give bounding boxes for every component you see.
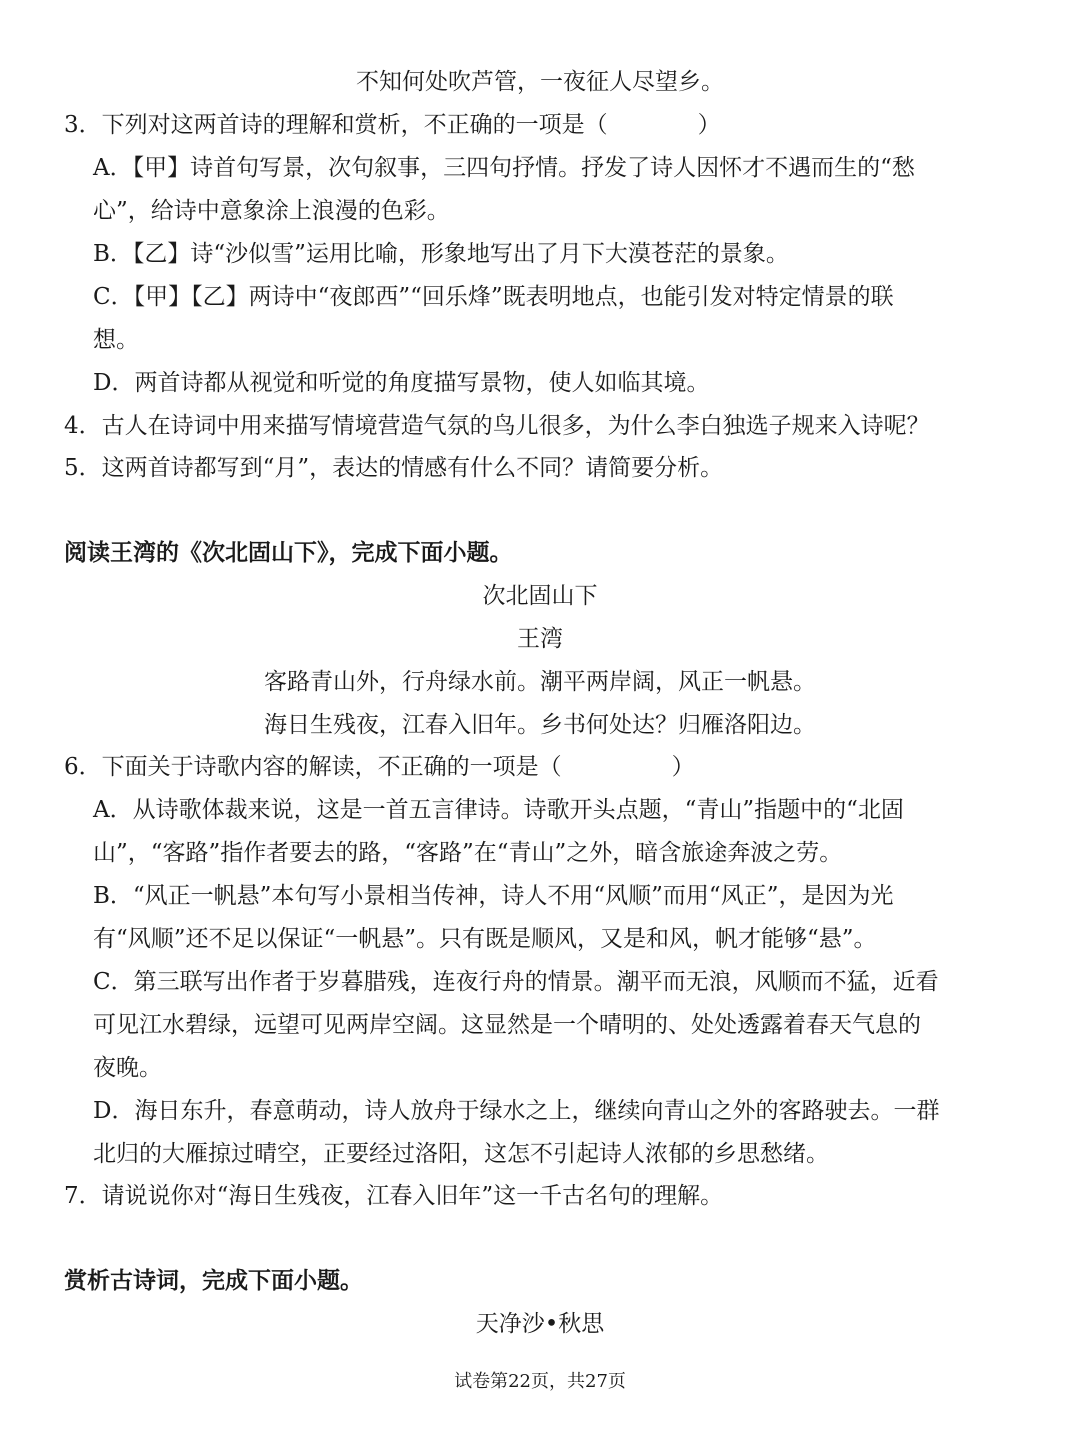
poem-line: 海日生残夜，江春入旧年。乡书何处达？归雁洛阳边。 [264, 712, 816, 738]
page-footer: 试卷第22页，共27页 [454, 1371, 626, 1392]
poem-title: 天净沙•秋思 [475, 1311, 605, 1337]
q6-option-b-line2: 有“风顺”还不足以保证“一帆悬”。只有既是顺风，又是和风，帆才能够“悬”。 [93, 926, 877, 952]
q6-option-d-line2: 北归的大雁掠过晴空，正要经过洛阳，这怎不引起诗人浓郁的乡思愁绪。 [93, 1141, 829, 1167]
q6-option-a-line2: 山”，“客路”指作者要去的路，“客路”在“青山”之外，暗含旅途奔波之劳。 [93, 840, 843, 866]
question-5: 5．这两首诗都写到“月”，表达的情感有什么不同？请简要分析。 [64, 455, 724, 481]
q3-option-c-line1: C．【甲】【乙】两诗中“夜郎西”“回乐烽”既表明地点，也能引发对特定情景的联 [93, 284, 894, 310]
q6-option-b-line1: B．“风正一帆悬”本句写小景相当传神，诗人不用“风顺”而用“风正”，是因为光 [93, 883, 894, 909]
question-7: 7．请说说你对“海日生残夜，江春入旧年”这一千古名句的理解。 [64, 1183, 724, 1209]
q6-option-c-line2: 可见江水碧绿，远望可见两岸空阔。这显然是一个晴明的、处处透露着春天气息的 [93, 1012, 921, 1038]
q3-option-d: D．两首诗都从视觉和听觉的角度描写景物，使人如临其境。 [93, 370, 710, 396]
question-3-stem [64, 110, 721, 140]
poem-line: 客路青山外，行舟绿水前。潮平两岸阔，风正一帆悬。 [264, 669, 816, 695]
q3-option-a-line1: A．【甲】诗首句写景，次句叙事，三四句抒情。抒发了诗人因怀才不遇而生的“愁 [93, 155, 915, 181]
q6-option-c-line1: C．第三联写出作者于岁暮腊残，连夜行舟的情景。潮平而无浪，风顺而不猛，近看 [93, 969, 939, 995]
question-4: 4．古人在诗词中用来描写情境营造气氛的鸟儿很多，为什么李白独选子规来入诗呢？ [64, 413, 930, 439]
question-3-close: ） [697, 112, 721, 138]
section-heading: 阅读王湾的《次北固山下》，完成下面小题。 [64, 539, 513, 566]
poem-title: 次北固山下 [482, 583, 598, 609]
q3-option-b: B．【乙】诗“沙似雪”运用比喻，形象地写出了月下大漠苍茫的景象。 [93, 241, 789, 267]
poem-author: 王湾 [517, 626, 563, 652]
poem-line: 不知何处吹芦管，一夜征人尽望乡。 [356, 69, 724, 95]
question-6-stem [64, 752, 695, 782]
q6-option-c-line3: 夜晚。 [93, 1055, 162, 1081]
question-6-text: 6．下面关于诗歌内容的解读，不正确的一项是（ [64, 754, 562, 780]
section-heading: 赏析古诗词，完成下面小题。 [64, 1267, 363, 1294]
q6-option-d-line1: D．海日东升，春意萌动，诗人放舟于绿水之上，继续向青山之外的客路驶去。一群 [93, 1098, 940, 1124]
q3-option-a-line2: 心”，给诗中意象涂上浪漫的色彩。 [93, 198, 450, 224]
q3-option-c-line2: 想。 [93, 327, 139, 353]
q6-option-a-line1: A．从诗歌体裁来说，这是一首五言律诗。诗歌开头点题，“青山”指题中的“北固 [93, 797, 904, 823]
question-3-text: 3．下列对这两首诗的理解和赏析，不正确的一项是（ [64, 112, 608, 138]
question-6-close: ） [671, 754, 695, 780]
